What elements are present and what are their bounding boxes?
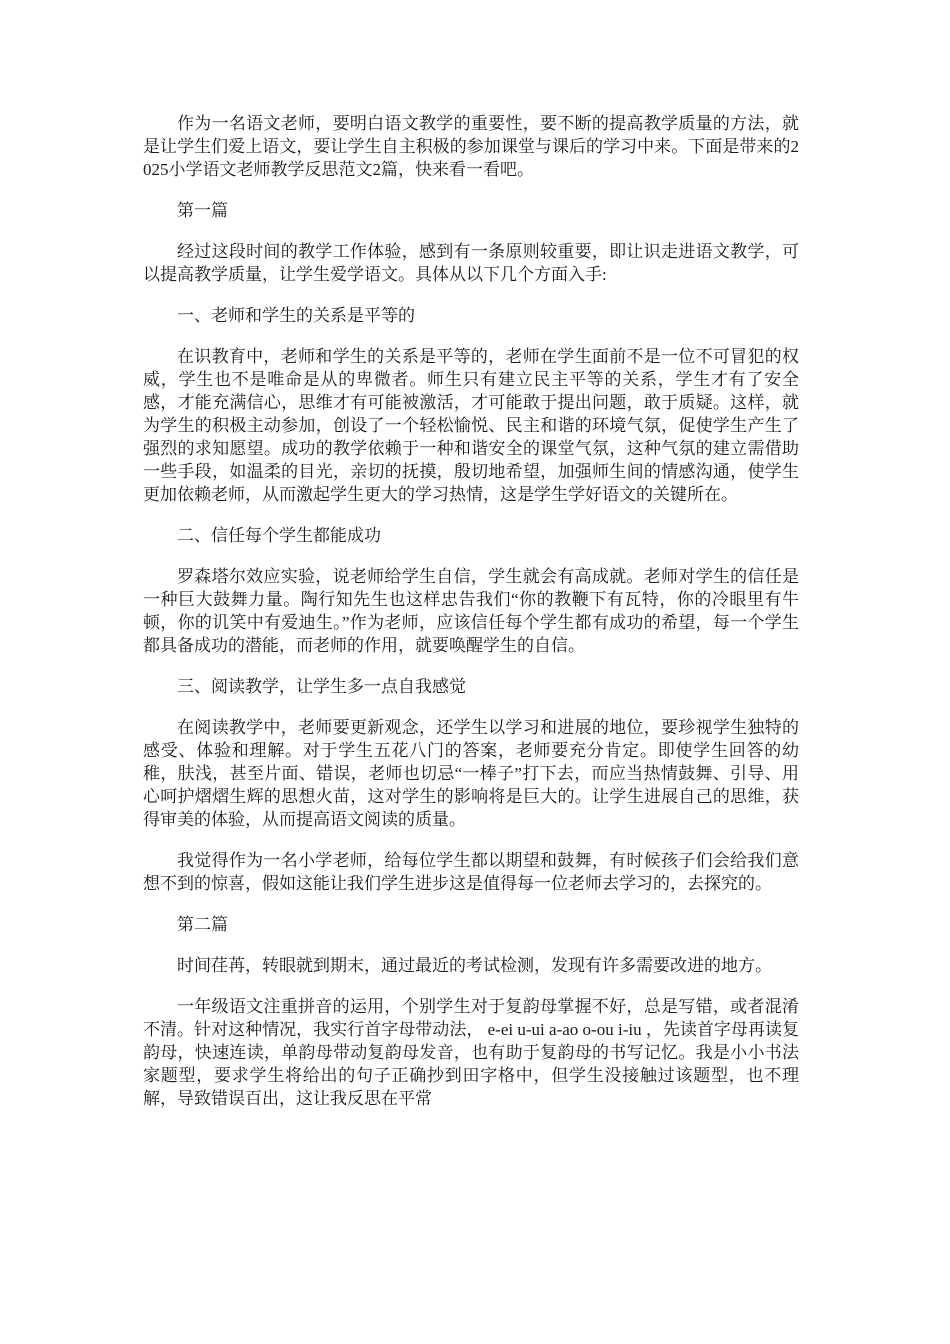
part-two-title: 第二篇 — [177, 915, 228, 934]
section-two-heading: 二、信任每个学生都能成功 — [177, 526, 381, 545]
intro-paragraph: 作为一名语文老师，要明白语文教学的重要性，要不断的提高教学质量的方法，就是让学生们爱上语文，要让学生自主积极的参加课堂与课后的学习中来。下面是带来的2025小学语文老师教学反思范文2篇，快来看一看吧。 — [143, 114, 799, 179]
document-page — [143, 112, 799, 1128]
section-three-heading: 三、阅读教学，让学生多一点自我感觉 — [177, 677, 466, 696]
part-two-opening-paragraph: 时间荏苒，转眼就到期末，通过最近的考试检测，发现有许多需要改进的地方。 — [177, 956, 772, 975]
section-one-paragraph: 在识教育中，老师和学生的关系是平等的，老师在学生面前不是一位不可冒犯的权威，学生也不是唯命是从的卑微者。师生只有建立民主平等的关系，学生才有了安全感，才能充满信心，思维才有可能被激活，才可能敢于提出问题，敢于质疑。这样，就为学生的积极主动参加，创设了一个轻松愉悦、民主和谐的环境气氛，促使学生产生了强烈的求知愿望。成功的教学依赖于一种和谐安全的课堂气氛，这种气氛的建立需借助一些手段，如温柔的目光，亲切的抚摸，殷切地希望，加强师生间的情感沟通，使学生更加依赖老师，从而激起学生更大的学习热情，这是学生学好语文的关键所在。 — [143, 347, 799, 504]
section-three-paragraph: 在阅读教学中，老师要更新观念，还学生以学习和进展的地位，要珍视学生独特的感受、体验和理解。对于学生五花八门的答案，老师要充分肯定。即使学生回答的幼稚，肤浅，甚至片面、错误，老师也切忌“一棒子”打下去，而应当热情鼓舞、引导、用心呵护熠熠生辉的思想火苗，这对学生的影响将是巨大的。让学生进展自己的思维，获得审美的体验，从而提高语文阅读的质量。 — [143, 718, 799, 829]
section-two-paragraph: 罗森塔尔效应实验，说老师给学生自信，学生就会有高成就。老师对学生的信任是一种巨大鼓舞力量。陶行知先生也这样忠告我们“你的教鞭下有瓦特，你的冷眼里有牛顿，你的讥笑中有爱迪生。”作为老师，应该信任每个学生都有成功的希望，每一个学生都具备成功的潜能，而老师的作用，就要唤醒学生的自信。 — [143, 567, 799, 655]
conclusion-paragraph: 我觉得作为一名小学老师，给每位学生都以期望和鼓舞，有时候孩子们会给我们意想不到的惊喜，假如这能让我们学生进步这是值得每一位老师去学习的，去探究的。 — [143, 851, 799, 893]
part-one-title: 第一篇 — [177, 201, 228, 220]
part-two-pinyin-paragraph: 一年级语文注重拼音的运用，个别学生对于复韵母掌握不好，总是写错，或者混淆不清。针对这种情况，我实行首字母带动法， e-ei u-ui a-ao o-ou i-iu ，先读首字母再读复韵母，快速连读，单韵母带动复韵母发音，也有助于复韵母的书写记忆。我是小小书法家题型，要求学生将给出的句子正确抄到田字格中，但学生没接触过该题型，也不理解，导致错误百出，这让我反思在平常 — [143, 997, 799, 1108]
section-one-heading: 一、老师和学生的关系是平等的 — [177, 306, 415, 325]
part-one-opening-paragraph: 经过这段时间的教学工作体验，感到有一条原则较重要，即让识走进语文教学，可以提高教学质量，让学生爱学语文。具体从以下几个方面入手: — [143, 242, 799, 284]
